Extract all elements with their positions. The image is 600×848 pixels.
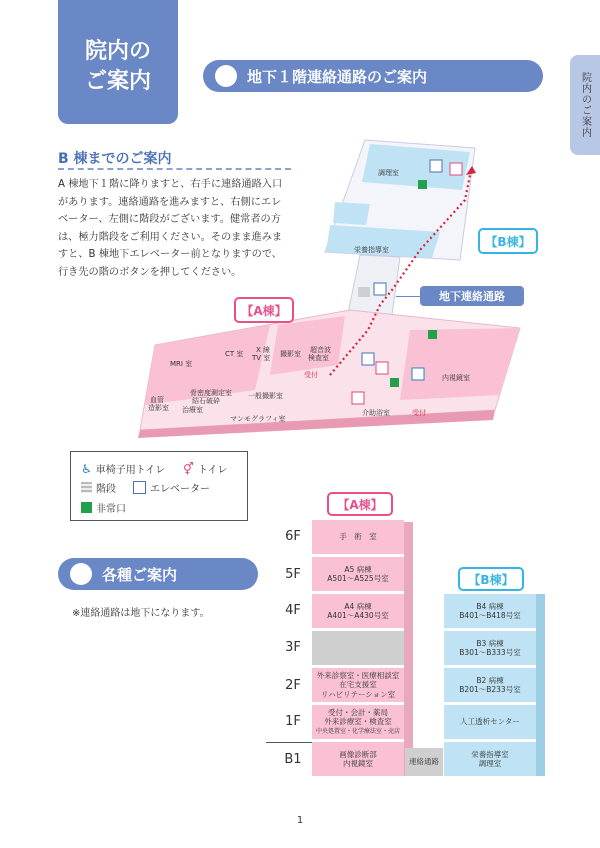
room-uketsuke-2: 受付 (412, 409, 426, 417)
floor-label: 6F (285, 529, 301, 544)
emergency-exit-icon (81, 502, 92, 513)
side-index-tab[interactable] (570, 55, 600, 155)
b-4f-line: B401～B418号室 (459, 611, 521, 620)
a-floor-6f (312, 520, 404, 554)
wheelchair-icon (412, 368, 424, 380)
corridor-leader-line (396, 296, 420, 297)
guide-line: ベーター、左側に階段がございます。健常者の方 (58, 214, 281, 225)
room-chori: 調理室 (378, 169, 399, 177)
b-3f-line: B3 病棟 (476, 638, 504, 648)
elevator-icon (362, 353, 374, 365)
room-naishi: 内視鏡室 (442, 374, 470, 382)
stairs-icon (81, 482, 92, 493)
legend-wheelchair: 車椅子用トイレ (95, 465, 166, 476)
legend-stairs: 階段 (96, 484, 116, 495)
b-floor-2f (444, 668, 536, 702)
guide-line: 行き先の階のボタンを押してください。 (58, 266, 242, 278)
bullet-circle-icon (215, 65, 237, 87)
floor-label: 1F (285, 714, 301, 729)
a-floor-4f (312, 594, 404, 628)
room-kaijo: 介助浴室 (362, 409, 390, 417)
floor-label: 3F (285, 640, 301, 655)
b-2f-line: B201～B233号室 (459, 685, 521, 694)
section1-heading (203, 60, 543, 92)
b-floor-4f (444, 594, 536, 628)
wheelchair-icon: ♿ (81, 461, 92, 476)
a-1f-line: 受付・会計・薬局 (328, 707, 388, 717)
room-xray: X 線 (256, 346, 271, 354)
emergency-exit-icon (418, 180, 427, 189)
section2-heading (58, 558, 258, 590)
a-floor-5f (312, 557, 404, 591)
a-5f-line: A5 病棟 (344, 564, 372, 574)
floor-label: B1 (284, 752, 302, 767)
b-b1-line: 調理室 (478, 759, 502, 768)
floor-label: 5F (285, 567, 301, 582)
guide-line: A 棟地下１階に降りますと、右手に連絡通路入口 (58, 179, 283, 190)
emergency-exit-icon (390, 378, 399, 387)
room-uketsuke-1: 受付 (304, 371, 318, 379)
a-b1-line: 画像診断部 (339, 749, 377, 759)
room-ippan: 一般撮影室 (248, 392, 283, 400)
room-kotsu-3: 治療室 (182, 406, 203, 414)
emergency-exit-icon (428, 330, 437, 339)
b-b1-line: 栄養指導室 (471, 749, 509, 759)
a-2f-line: リハビリテーション室 (320, 689, 396, 699)
room-kotsu-1: 骨密度測定室 (190, 389, 232, 397)
guide-line: すと、B 棟地下エレベーター前となりますので、 (58, 249, 282, 260)
b-floor-1f (444, 705, 536, 739)
a-5f-line: A501～A525号室 (327, 574, 389, 583)
map-tag-b: 【B棟】 (478, 228, 538, 254)
b-building-side (536, 594, 545, 776)
room-choonpa-1: 超音波 (310, 346, 331, 354)
room-mri: MRI 室 (170, 360, 193, 368)
a-2f-line: 外来診察室・医療相談室 (316, 670, 400, 680)
room-mammo: マンモグラフィ室 (230, 415, 286, 423)
a-4f-line: A4 病棟 (344, 601, 372, 611)
guide-line: は、極力階段をご利用ください。そのまま進みま (58, 231, 283, 243)
room-eiyo: 栄養指導室 (354, 246, 389, 254)
a-floor-2f (312, 668, 404, 702)
b-4f-line: B4 病棟 (476, 601, 504, 611)
a-2f-line: 在宅支援室 (339, 680, 377, 690)
room-kotsu-2: 結石破砕 (192, 397, 220, 405)
a-building-rooms-right (400, 328, 520, 400)
ground-line (266, 742, 312, 743)
toilet-icon: ⚥ (183, 461, 194, 476)
elevator-icon (374, 283, 386, 295)
floor-tag-a: 【A棟】 (327, 492, 393, 516)
room-kyuei: 撮影室 (280, 350, 301, 358)
a-b1-line: 内視鏡室 (343, 759, 373, 768)
a-1f-line: 中央処置室・化学療法室・売店 (315, 727, 400, 735)
b-building-left-room (333, 202, 370, 225)
room-ct: CT 室 (225, 350, 244, 358)
a-6f-text: 手 術 室 (339, 532, 377, 542)
room-kekkan-2: 造影室 (148, 404, 169, 412)
a-floor-1f (312, 705, 404, 739)
a-floor-b1 (312, 742, 404, 776)
bullet-circle-icon (70, 563, 92, 585)
legend-elevator: エレベーター (150, 484, 210, 495)
floor-label: 4F (285, 603, 301, 618)
connector-corridor (405, 748, 443, 776)
legend-box (70, 451, 248, 521)
basement-floor-map (130, 130, 530, 440)
b-floor-3f (444, 631, 536, 665)
b-floor-b1 (444, 742, 536, 776)
toilet-icon (352, 392, 364, 404)
b-2f-line: B2 病棟 (476, 675, 504, 685)
floor-tag-b: 【B棟】 (458, 567, 524, 591)
guide-subtitle: B 棟までのご案内 (58, 151, 172, 167)
b-1f-text: 人工透析センター (460, 717, 520, 727)
page-number: 1 (296, 815, 304, 826)
room-choonpa-2: 検査室 (308, 354, 329, 362)
a-floor-3f (312, 631, 404, 665)
a-building-side (404, 522, 413, 776)
a-1f-line: 外来診療室・検査室 (324, 717, 392, 727)
stairs-icon (358, 287, 370, 297)
elevator-icon (133, 481, 146, 494)
legend-exit: 非常口 (96, 504, 126, 515)
chapter-title-block (58, 0, 178, 124)
section1-title: 地下１階連絡通路のご案内 (247, 67, 428, 86)
floor-label: 2F (285, 678, 301, 693)
corridor-label: 地下連絡通路 (420, 286, 524, 306)
guide-line: があります。連絡通路を進みますと、右側にエレ (58, 196, 282, 208)
map-tag-a: 【A棟】 (234, 297, 294, 323)
toilet-icon (450, 163, 462, 175)
room-kekkan-1: 血管 (150, 396, 164, 404)
corridor-note: ※連絡通路は地下になります。 (72, 608, 210, 619)
b-3f-line: B301～B333号室 (459, 648, 521, 657)
room-tv: TV 室 (252, 354, 271, 362)
section2-title: 各種ご案内 (102, 565, 178, 584)
chapter-title-line1: 院内の (84, 39, 151, 64)
side-tab-label: 院内のご案内 (579, 72, 591, 138)
legend-toilet: トイレ (197, 465, 228, 476)
a-4f-line: A401～A430号室 (327, 611, 389, 620)
chapter-title-line2: ご案内 (84, 69, 151, 94)
toilet-icon (376, 362, 388, 374)
connector-label: 連絡通路 (409, 757, 439, 767)
elevator-icon (430, 160, 442, 172)
